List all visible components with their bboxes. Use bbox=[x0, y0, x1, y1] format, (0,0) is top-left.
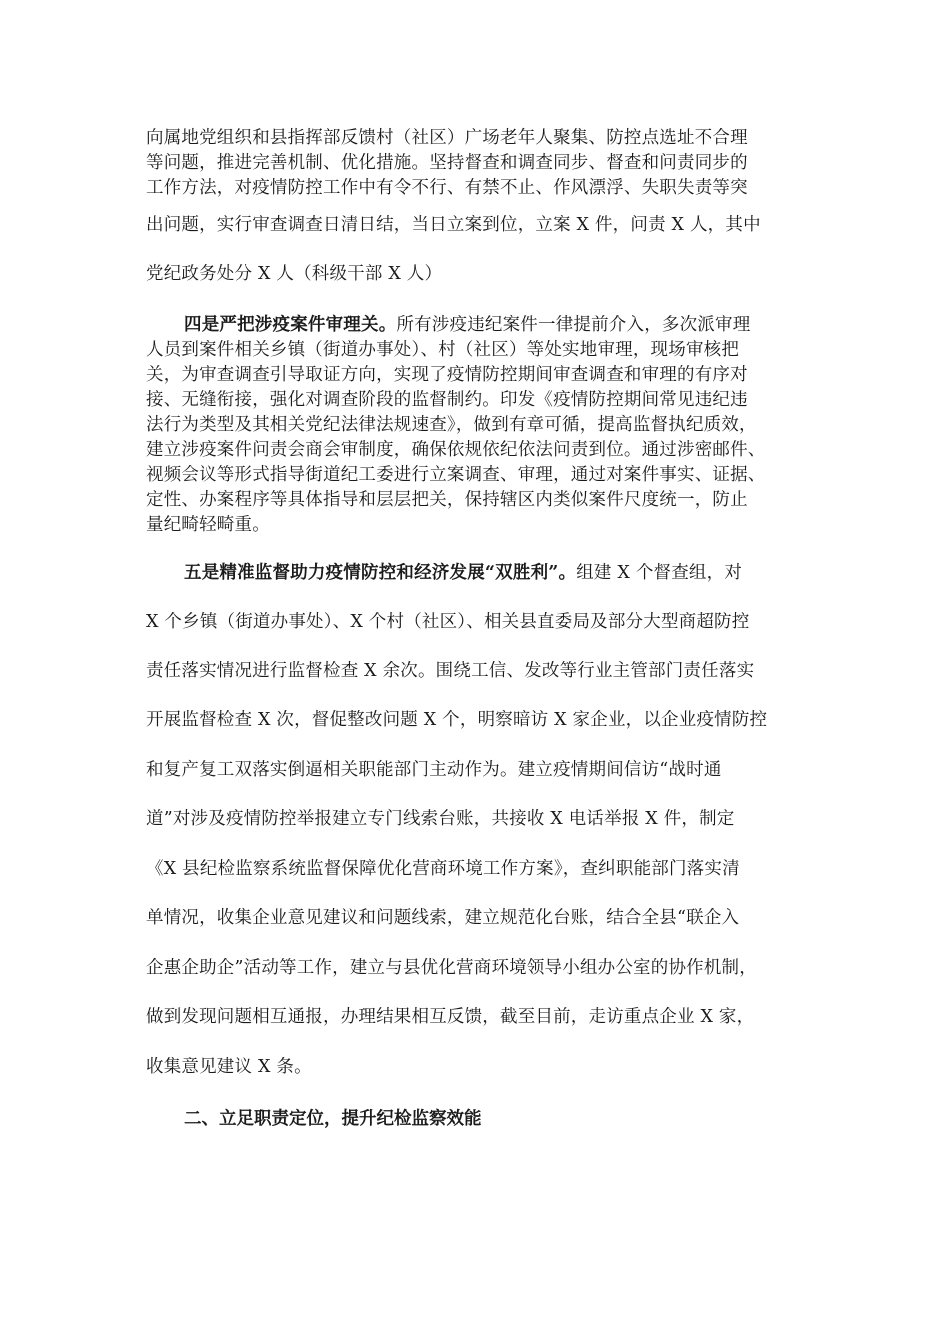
paragraph-2-line: 量纪畸轻畸重。 bbox=[146, 515, 270, 535]
paragraph-3-line: 责任落实情况进行监督检查 X 余次。围绕工信、发改等行业主管部门责任落实 bbox=[146, 661, 755, 681]
paragraph-2-first-line-rest: 所有涉疫违纪案件一律提前介入，多次派审理 bbox=[396, 315, 751, 335]
paragraph-3-line: X 个乡镇（街道办事处）、X 个村（社区）、相关县直委局及部分大型商超防控 bbox=[146, 612, 750, 632]
paragraph-3-line: 道”对涉及疫情防控举报建立专门线索台账，共接收 X 电话举报 X 件，制定 bbox=[146, 809, 735, 829]
paragraph-3-lead: 五是精准监督助力疫情防控和经济发展“双胜利”。 bbox=[184, 563, 577, 583]
paragraph-2-line: 接、无缝衔接，强化对调查阶段的监督制约。印发《疫情防控期间常见违纪违 bbox=[146, 390, 748, 410]
paragraph-3-line: 单情况，收集企业意见建议和问题线索，建立规范化台账，结合全县“联企入 bbox=[146, 908, 740, 928]
paragraph-2-first-line bbox=[184, 314, 816, 336]
paragraph-1-line: 出问题，实行审查调查日清日结，当日立案到位，立案 X 件，问责 X 人，其中 bbox=[146, 215, 761, 235]
paragraph-2-line: 定性、办案程序等具体指导和层层把关，保持辖区内类似案件尺度统一，防止 bbox=[146, 490, 748, 510]
paragraph-3-line: 做到发现问题相互通报，办理结果相互反馈，截至目前，走访重点企业 X 家， bbox=[146, 1007, 755, 1027]
paragraph-2-line: 建立涉疫案件问责会商会审制度，确保依规依纪依法问责到位。通过涉密邮件、 bbox=[146, 440, 766, 460]
paragraph-3-first-line bbox=[184, 562, 816, 584]
paragraph-1-line: 等问题，推进完善机制、优化措施。坚持督查和调查同步、督查和问责同步的 bbox=[146, 153, 748, 173]
paragraph-2-line: 法行为类型及其相关党纪法律法规速查》，做到有章可循，提高监督执纪质效， bbox=[146, 415, 757, 435]
paragraph-1-line: 工作方法，对疫情防控工作中有令不行、有禁不止、作风漂浮、失职失责等突 bbox=[146, 178, 748, 198]
paragraph-1-line: 党纪政务处分 X 人（科级干部 X 人） bbox=[146, 264, 443, 284]
paragraph-1-line: 向属地党组织和县指挥部反馈村（社区）广场老年人聚集、防控点选址不合理 bbox=[146, 128, 748, 148]
paragraph-2-line: 人员到案件相关乡镇（街道办事处）、村（社区）等处实地审理，现场审核把 bbox=[146, 340, 740, 360]
paragraph-3-line: 和复产复工双落实倒逼相关职能部门主动作为。建立疫情期间信访“战时通 bbox=[146, 760, 722, 780]
section-heading: 二、立足职责定位，提升纪检监察效能 bbox=[184, 1109, 482, 1129]
paragraph-2-lead: 四是严把涉疫案件审理关。 bbox=[184, 315, 397, 335]
paragraph-3-line: 企惠企助企”活动等工作，建立与县优化营商环境领导小组办公室的协作机制， bbox=[146, 958, 757, 978]
paragraph-3-first-line-rest: 组建 X 个督查组，对 bbox=[576, 563, 743, 583]
paragraph-3-line: 《X 县纪检监察系统监督保障优化营商环境工作方案》，查纠职能部门落实清 bbox=[146, 859, 740, 879]
paragraph-3-line: 收集意见建议 X 条。 bbox=[146, 1057, 312, 1077]
paragraph-3-line: 开展监督检查 X 次，督促整改问题 X 个，明察暗访 X 家企业，以企业疫情防控 bbox=[146, 710, 768, 730]
paragraph-2-line: 视频会议等形式指导街道纪工委进行立案调查、审理，通过对案件事实、证据、 bbox=[146, 465, 766, 485]
paragraph-2-line: 关，为审查调查引导取证方向，实现了疫情防控期间审查调查和审理的有序对 bbox=[146, 365, 748, 385]
